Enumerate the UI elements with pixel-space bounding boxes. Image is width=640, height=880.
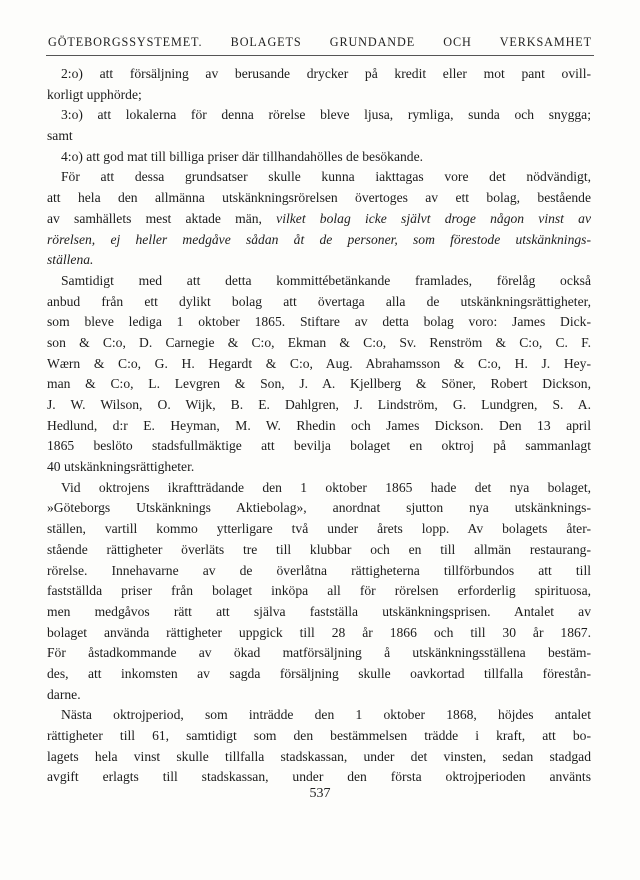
- line-text: lagets hela vinst skulle tillfalla stadskassan, under det vinsten, sedan stadgad: [47, 748, 591, 764]
- page-number: 537: [309, 786, 331, 801]
- text-line: [47, 188, 591, 209]
- text-line: [47, 519, 591, 540]
- text-line: [47, 354, 591, 375]
- text-line: [47, 416, 591, 437]
- line-italic-text: rörelsen, ej heller medgåve sådan åt de personer, som förestode utskänknings-: [47, 231, 591, 247]
- line-text: man & C:o, L. Levgren & Son, J. A. Kjellberg & Söner, Robert Dickson,: [47, 376, 591, 392]
- text-line: [47, 85, 591, 106]
- line-text: stående rättigheter överläts tre till klubbar och en till allmän restaurang-: [47, 541, 591, 557]
- line-text: För att dessa grundsatser skulle kunna iakttagas vore det nödvändigt,: [61, 169, 591, 185]
- text-line: [47, 623, 591, 644]
- line-text: Vid oktrojens ikraftträdande den 1 oktober 1865 hade det nya bolaget,: [61, 479, 591, 495]
- text-line: [47, 643, 591, 664]
- text-line: [47, 561, 591, 582]
- line-text: son & C:o, D. Carnegie & C:o, Ekman & C:o, Sv. Renström & C:o, C. F.: [47, 334, 591, 350]
- line-text: att hela den allmänna utskänkningsrörelsen övertoges av ett bolag, bestående: [47, 190, 591, 206]
- line-text: fastställda priser från bolaget inköpa all för rörelsen erforderlig spirituosa,: [47, 583, 591, 599]
- text-line: [47, 705, 591, 726]
- line-italic-text: vilket bolag icke självt droge någon vinst av: [276, 210, 591, 226]
- running-head: GÖTEBORGSSYSTEMET. BOLAGETS GRUNDANDE OCH VERKSAMHET: [48, 35, 592, 49]
- text-line: [47, 726, 591, 747]
- text-line: [47, 230, 591, 251]
- line-text: Wærn & C:o, G. H. Hegardt & C:o, Aug. Abrahamsson & C:o, H. J. Hey-: [47, 355, 591, 371]
- text-line: [47, 292, 591, 313]
- text-line: [47, 685, 591, 706]
- line-text: 3:o) att lokalerna för denna rörelse bleve ljusa, rymliga, sunda och snygga;: [61, 107, 591, 123]
- line-text: korligt upphörde;: [47, 86, 142, 102]
- text-line: [47, 478, 591, 499]
- line-text: Hedlund, d:r E. Heyman, M. W. Rhedin och James Dickson. Den 13 april: [47, 417, 591, 433]
- text-line: [47, 209, 591, 230]
- header-rule: [46, 55, 594, 56]
- text-line: [47, 395, 591, 416]
- line-text: Nästa oktrojperiod, som inträdde den 1 oktober 1868, höjdes antalet: [61, 707, 591, 723]
- text-line: [47, 64, 591, 85]
- text-line: [47, 374, 591, 395]
- line-text: des, att inkomsten av sagda försäljning skulle oavkortad tillfalla förestån-: [47, 665, 591, 681]
- line-text: rörelse. Innehavarne av de överlåtna rättigheterna tillförbundos att till: [47, 562, 591, 578]
- text-line: [47, 105, 591, 126]
- line-text: 40 utskänkningsrättigheter.: [47, 459, 195, 475]
- line-text: 2:o) att försäljning av berusande drycker på kredit eller mot pant ovill-: [61, 66, 591, 81]
- line-text: av samhällets mest aktade män,: [47, 210, 262, 226]
- text-line: [47, 271, 591, 292]
- text-line: [47, 581, 591, 602]
- text-line: [47, 747, 591, 768]
- text-line: [47, 167, 591, 188]
- text-line: [47, 767, 591, 788]
- text-line: [47, 457, 591, 478]
- line-text: Samtidigt med att detta kommittébetänkande framlades, förelåg också: [61, 272, 591, 288]
- text-line: [47, 312, 591, 333]
- line-text: 4:o) att god mat till billiga priser där tillhandahölles de besökande.: [61, 148, 424, 164]
- line-text: som bleve lediga 1 oktober 1865. Stiftare av detta bolag voro: James Dick-: [47, 314, 591, 330]
- text-line: [47, 126, 591, 147]
- line-text: J. W. Wilson, O. Wijk, B. E. Dahlgren, J. Lindström, G. Lundgren, S. A.: [47, 397, 591, 412]
- line-italic-text: ställena.: [47, 252, 94, 268]
- line-text: rättigheter till 61, samtidigt som den bestämmelsen trädde i kraft, att bo-: [47, 728, 591, 743]
- text-line: [47, 540, 591, 561]
- text-line: [47, 498, 591, 519]
- text-line: [47, 147, 591, 168]
- text-line: [47, 250, 591, 271]
- text-line: [47, 602, 591, 623]
- line-text: anbud från ett dylikt bolag att övertaga alla de utskänkningsrättigheter,: [47, 293, 591, 309]
- line-text: bolaget använda rättigheter uppgick till 28 år 1866 och till 30 år 1867.: [47, 624, 591, 640]
- line-text: För åstadkommande av ökad matförsäljning å utskänkningsställena bestäm-: [47, 645, 591, 661]
- text-line: [47, 664, 591, 685]
- line-text: ställen, vartill kommo ytterligare två under årets lopp. Av bolagets åter-: [47, 521, 591, 537]
- line-text: »Göteborgs Utskänknings Aktiebolag», anordnat sjutton nya utskänknings-: [47, 500, 591, 516]
- line-text: darne.: [47, 686, 81, 702]
- text-line: [47, 436, 591, 457]
- text-line: [47, 333, 591, 354]
- line-text: men medgåvos rätt att själva fastställa utskänkningsprisen. Antalet av: [47, 603, 591, 619]
- line-text: avgift erlagts till stadskassan, under den första oktrojperioden använts: [47, 769, 591, 785]
- line-text: 1865 beslöto stadsfullmäktige att bevilja bolaget en oktroj på sammanlagt: [47, 438, 591, 454]
- body-text: [47, 64, 591, 788]
- line-text: samt: [47, 128, 73, 144]
